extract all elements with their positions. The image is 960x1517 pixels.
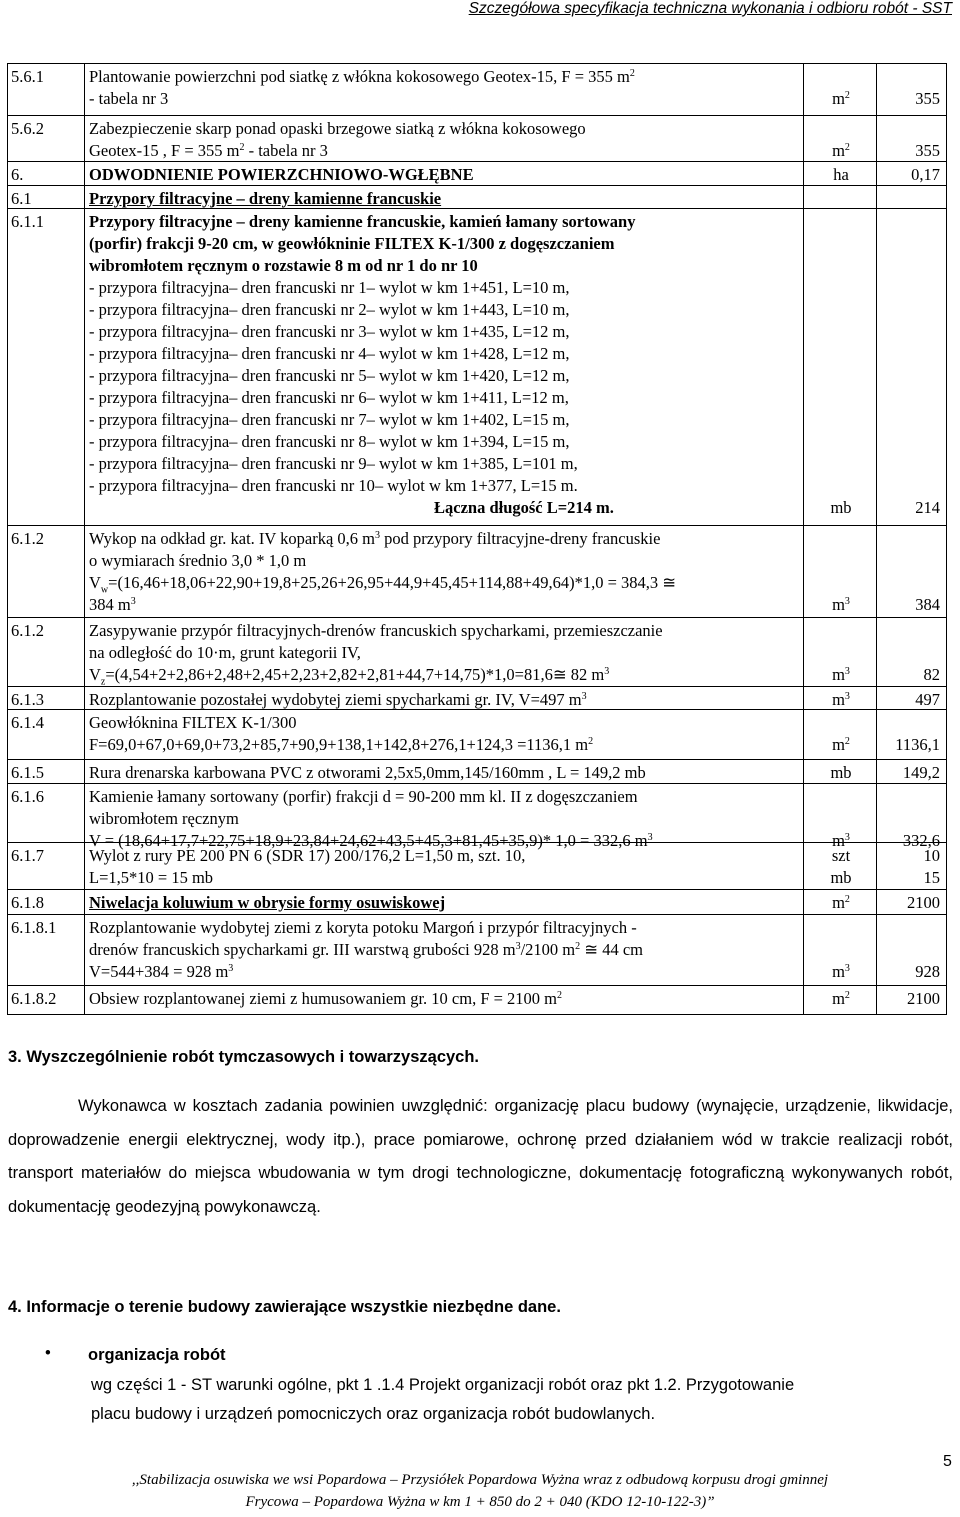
row-description-line: L=1,5*10 = 15 mb bbox=[89, 868, 214, 887]
row-description-line: F=69,0+67,0+69,0+73,2+85,7+90,9+138,1+142,8+276,1+124,3 =1136,1 $m^2$ bbox=[89, 735, 594, 754]
row-unit: ha bbox=[833, 165, 849, 184]
row-description-line: Rozplantowanie wydobytej ziemi z koryta potoku Margoń i przypór filtracyjnych - bbox=[89, 918, 637, 937]
row-unit: $m^3$ bbox=[832, 665, 850, 684]
row-divider bbox=[8, 783, 946, 784]
row-description-line: Zasypywanie przypór filtracyjnych-drenów francuskich spycharkami, przemieszczanie bbox=[89, 621, 663, 640]
row-description-line: - przypora filtracyjna– dren francuski nr 1– wylot w km 1+451, L=10 m, bbox=[89, 278, 570, 297]
row-number: 6.1.8.2 bbox=[11, 989, 57, 1008]
row-unit: $m^2$ bbox=[832, 893, 850, 912]
row-quantity: 82 bbox=[923, 665, 940, 684]
row-description-line: Przypory filtracyjne – dreny kamienne francuskie bbox=[89, 189, 442, 208]
row-divider bbox=[8, 115, 946, 116]
row-description-line: wibromłotem ręcznym bbox=[89, 809, 239, 828]
row-quantity: 497 bbox=[915, 690, 940, 709]
row-quantity: 15 bbox=[923, 868, 940, 887]
row-description-line: Kamienie łamany sortowany (porfir) frakcji d = 90-200 mm kl. II z dogęszczaniem bbox=[89, 787, 638, 806]
row-quantity: 0,17 bbox=[911, 165, 940, 184]
row-quantity: 149,2 bbox=[902, 763, 940, 782]
row-number: 6.1.5 bbox=[11, 763, 44, 782]
row-description-line: Wylot z rury PE 200 PN 6 (SDR 17) 200/176,2 L=1,50 m, szt. 10, bbox=[89, 846, 526, 865]
row-unit: szt bbox=[831, 846, 851, 865]
row-unit: $m^3$ bbox=[832, 962, 850, 981]
section-3-paragraph: Wykonawca w kosztach zadania powinien uwzględnić: organizację placu budowy (wynajęcie, urządzenie, likwidacje, doprowadzenie energii elektrycznej, wody itp.), prace pomiarowe, ochronę przed działaniem wód w trakcie realizacji robót, transport materiałów do miejsca wbudowania w tym drogi technologiczne, dokumentację fotograficzną wykonywanych robót, dokumentację geodezyjną powykonawczą. bbox=[8, 1097, 953, 1216]
bullet-text-line: placu budowy i urządzeń pomocniczych oraz organizacja robót budowlanych. bbox=[91, 1405, 656, 1423]
row-quantity: 355 bbox=[915, 89, 940, 108]
row-description-line: Plantowanie powierzchni pod siatkę z włókna kokosowego Geotex-15, F = 355 $m^2$ bbox=[89, 67, 635, 86]
row-unit: $m^3$ bbox=[832, 690, 850, 709]
row-number: 6.1.6 bbox=[11, 787, 44, 806]
row-number: 6. bbox=[11, 165, 24, 184]
row-number: 6.1.7 bbox=[11, 846, 44, 865]
row-number: 6.1.2 bbox=[11, 621, 44, 640]
row-quantity: 384 bbox=[915, 595, 940, 614]
row-description-line: Przypory filtracyjne – dreny kamienne francuskie, kamień łamany sortowany bbox=[89, 212, 636, 231]
row-number: 6.1 bbox=[11, 189, 32, 208]
row-description-line: 384 $m^3$ bbox=[89, 595, 136, 614]
row-divider bbox=[8, 161, 946, 162]
row-divider bbox=[8, 985, 946, 986]
footer-line: ,,Stabilizacja osuwiska we wsi Popardowa – Przysiółek Popardowa Wyżna wraz z odbudową korpusu drogi gminnej bbox=[131, 1472, 829, 1488]
row-description-line: $V_w=(16,46+18,06+22,90+19,8+25,26+26,95+44,9+45,45+114,88+49,64)*1,0 = 384,3$ ≅ bbox=[89, 573, 677, 596]
row-quantity: 10 bbox=[923, 846, 940, 865]
header-title: Szczegółowa specyfikacja techniczna wykonania i odbioru robót - SST bbox=[468, 0, 952, 17]
row-unit: mb bbox=[830, 868, 852, 887]
column-divider bbox=[84, 64, 85, 1014]
footer-line: Frycowa – Popardowa Wyżna w km 1 + 850 do 2 + 040 (KDO 12-10-122-3)” bbox=[245, 1494, 715, 1510]
bullet-icon: • bbox=[45, 1344, 51, 1362]
row-number: 6.1.4 bbox=[11, 713, 44, 732]
row-description-line: - przypora filtracyjna– dren francuski nr 5– wylot w km 1+420, L=12 m, bbox=[89, 366, 570, 385]
row-quantity: 2100 bbox=[907, 989, 940, 1008]
row-description-line: na odległość do 10·m, grunt kategorii IV, bbox=[89, 643, 361, 662]
section-3-heading: 3. Wyszczególnienie robót tymczasowych i towarzyszących. bbox=[8, 1048, 480, 1066]
row-description-line: V=544+384 = 928 $m^3$ bbox=[89, 962, 234, 981]
row-unit: $m^3$ bbox=[832, 595, 850, 614]
row-description-line: - przypora filtracyjna– dren francuski nr 7– wylot w km 1+402, L=15 m, bbox=[89, 410, 570, 429]
row-unit: $m^3$ bbox=[832, 831, 850, 850]
row-description-line: - przypora filtracyjna– dren francuski nr 6– wylot w km 1+411, L=12 m, bbox=[89, 388, 569, 407]
row-quantity: 214 bbox=[915, 498, 940, 517]
row-description-line: - przypora filtracyjna– dren francuski nr 9– wylot w km 1+385, L=101 m, bbox=[89, 454, 578, 473]
row-description-line: Geotex-15 , F = 355 $m^2$ - tabela nr 3 bbox=[89, 141, 328, 160]
column-divider bbox=[803, 64, 804, 1014]
row-divider bbox=[8, 686, 946, 687]
row-number: 5.6.1 bbox=[11, 67, 44, 86]
row-unit: $m^2$ bbox=[832, 89, 850, 108]
row-description-line: - przypora filtracyjna– dren francuski nr 3– wylot w km 1+435, L=12 m, bbox=[89, 322, 570, 341]
row-quantity: 928 bbox=[915, 962, 940, 981]
row-divider bbox=[8, 525, 946, 526]
row-number: 6.1.8.1 bbox=[11, 918, 57, 937]
row-description-line: Zabezpieczenie skarp ponad opaski brzegowe siatką z włókna kokosowego bbox=[89, 119, 586, 138]
bullet-title: organizacja robót bbox=[88, 1346, 226, 1364]
section-4-heading: 4. Informacje o terenie budowy zawierające wszystkie niezbędne dane. bbox=[8, 1298, 561, 1316]
row-description-line: Rura drenarska karbowana PVC z otworami 2,5x5,0mm,145/160mm , L = 149,2 mb bbox=[89, 763, 646, 782]
row-divider bbox=[8, 842, 946, 843]
row-description-line: Geowłóknina FILTEX K-1/300 bbox=[89, 713, 297, 732]
row-description-line: ODWODNIENIE POWIERZCHNIOWO-WGŁĘBNE bbox=[89, 165, 474, 184]
row-divider bbox=[8, 914, 946, 915]
row-description-line: V = (18,64+17,7+22,75+18,9+23,84+24,62+43,5+45,3+81,45+35,9)* 1,0 = 332,6 $m^3$ bbox=[89, 831, 653, 850]
row-number: 6.1.1 bbox=[11, 212, 44, 231]
row-description-line: o wymiarach średnio 3,0 * 1,0 m bbox=[89, 551, 307, 570]
row-description-line: $V_z=(4,54+2+2,86+2,48+2,45+2,23+2,82+2,81+44,7+14,75)*1,0=81,6≅$ 82 $m^3$ bbox=[89, 665, 610, 688]
row-description-line: Łączna długość L=214 m. bbox=[434, 498, 614, 517]
row-description-line: drenów francuskich spycharkami gr. III warstwą grubości 928 $m^3/2100$ $m^2$ ≅ 44 cm bbox=[89, 940, 643, 959]
row-divider bbox=[8, 889, 946, 890]
row-number: 5.6.2 bbox=[11, 119, 44, 138]
row-unit: $m^2$ bbox=[832, 141, 850, 160]
row-description-line: - przypora filtracyjna– dren francuski nr 8– wylot w km 1+394, L=15 m, bbox=[89, 432, 570, 451]
quantities-table bbox=[7, 63, 947, 1015]
row-quantity: 355 bbox=[915, 141, 940, 160]
row-unit: mb bbox=[830, 763, 852, 782]
row-description-line: Wykop na odkład gr. kat. IV koparką 0,6 $m^3$ pod przypory filtracyjne-dreny francuskie bbox=[89, 529, 661, 548]
row-number: 6.1.8 bbox=[11, 893, 44, 912]
row-divider bbox=[8, 617, 946, 618]
row-description-line: wibromłotem ręcznym o rozstawie 8 m od nr 1 do nr 10 bbox=[89, 256, 478, 275]
row-number: 6.1.3 bbox=[11, 690, 44, 709]
row-quantity: 2100 bbox=[907, 893, 940, 912]
row-divider bbox=[8, 709, 946, 710]
page-number: 5 bbox=[943, 1453, 952, 1470]
row-description-line: Rozplantowanie pozostałej wydobytej ziemi spycharkami gr. IV, V=497 $m^3$ bbox=[89, 690, 587, 709]
row-unit: $m^2$ bbox=[832, 989, 850, 1008]
row-number: 6.1.2 bbox=[11, 529, 44, 548]
row-description-line: Obsiew rozplantowanej ziemi z humusowaniem gr. 10 cm, F = 2100 $m^2$ bbox=[89, 989, 563, 1008]
row-description-line: (porfir) frakcji 9-20 cm, w geowłókninie FILTEX K-1/300 z dogęszczaniem bbox=[89, 234, 615, 253]
bullet-text-line: wg części 1 - ST warunki ogólne, pkt 1 .1.4 Projekt organizacji robót oraz pkt 1.2. Przygotowanie bbox=[91, 1376, 795, 1394]
row-quantity: 332,6 bbox=[902, 831, 940, 850]
row-description-line: - przypora filtracyjna– dren francuski nr 4– wylot w km 1+428, L=12 m, bbox=[89, 344, 570, 363]
row-quantity: 1136,1 bbox=[895, 735, 940, 754]
row-description-line: - tabela nr 3 bbox=[89, 89, 169, 108]
row-divider bbox=[8, 208, 946, 209]
row-description-line: Niwelacja koluwium w obrysie formy osuwiskowej bbox=[89, 893, 446, 912]
row-unit: mb bbox=[830, 498, 852, 517]
row-description-line: - przypora filtracyjna– dren francuski nr 10– wylot w km 1+377, L=15 m. bbox=[89, 476, 578, 495]
row-description-line: - przypora filtracyjna– dren francuski nr 2– wylot w km 1+443, L=10 m, bbox=[89, 300, 570, 319]
row-unit: $m^2$ bbox=[832, 735, 850, 754]
row-divider bbox=[8, 185, 946, 186]
row-divider bbox=[8, 759, 946, 760]
